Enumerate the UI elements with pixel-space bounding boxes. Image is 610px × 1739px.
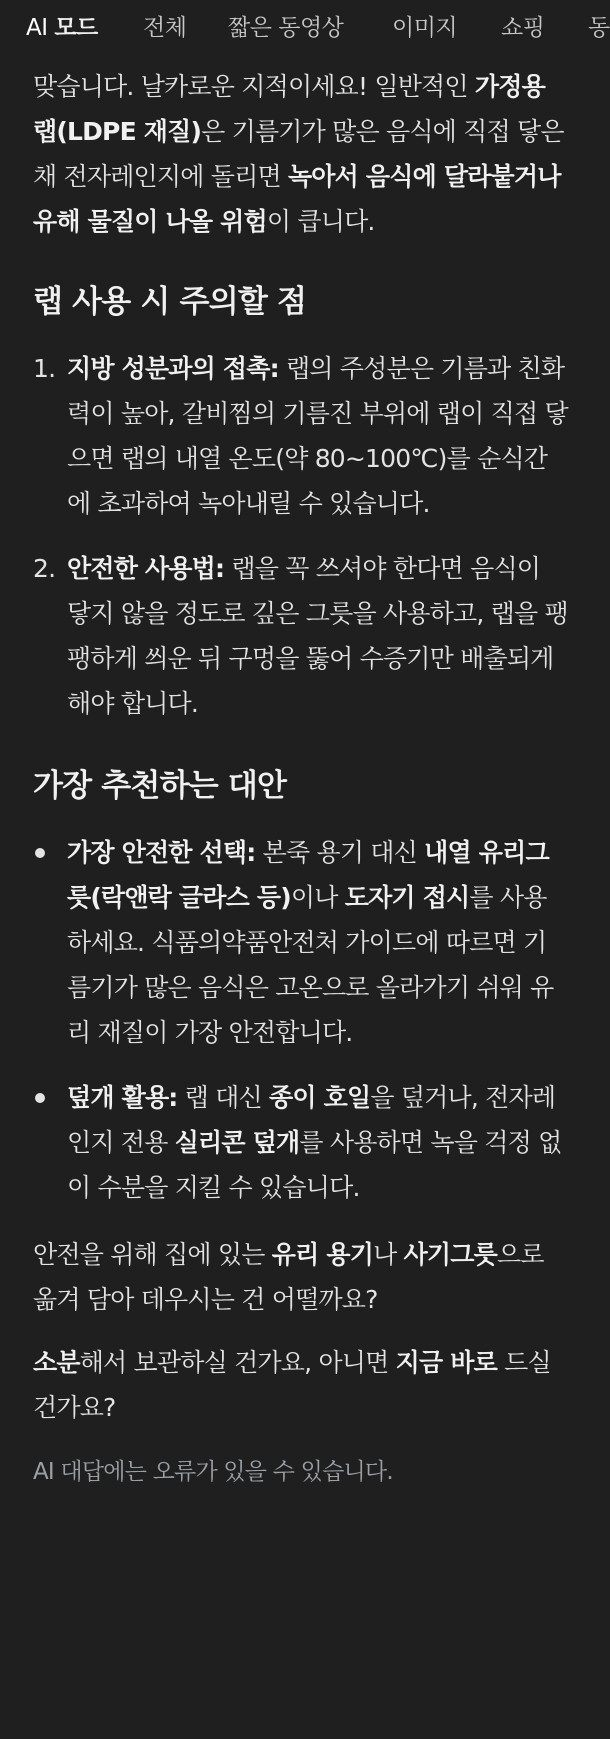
item-bold: 가장 안전한 선택: xyxy=(67,838,256,867)
item-text: 이나 xyxy=(290,883,345,912)
section-heading-cautions: 랩 사용 시 주의할 점 xyxy=(33,284,307,320)
closing-text-1: 안전을 위해 집에 있는 xyxy=(33,1240,272,1269)
follow-up-question xyxy=(33,1340,569,1430)
item-bold: 실리콘 덮개 xyxy=(174,1128,300,1157)
tab-shopping[interactable]: 쇼핑 xyxy=(501,15,545,41)
cautions-list xyxy=(33,346,569,726)
intro-bold-1: 가정용 랩(LDPE 재질) xyxy=(33,72,545,146)
item-bold: 안전한 사용법: xyxy=(67,554,225,583)
item-bold: 도자기 접시 xyxy=(344,883,470,912)
bullet-icon xyxy=(35,1093,45,1103)
question-bold-2: 지금 바로 xyxy=(395,1348,497,1377)
tab-ai-mode[interactable] xyxy=(26,9,98,42)
question-text-1: 해서 보관하실 건가요, 아니면 xyxy=(79,1348,396,1377)
tab-ai-prefix: AI xyxy=(26,15,55,41)
item-text: 를 사용하면 녹을 걱정 없이 수분을 지킬 수 있습니다. xyxy=(67,1128,562,1202)
tab-ai-mode-label: 모드 xyxy=(54,15,98,41)
item-text: 랩을 꼭 쓰셔야 한다면 음식이 닿지 않을 정도로 깊은 그릇을 사용하고, 랩을 팽팽하게 씌운 뒤 구멍을 뚫어 수증기만 배출되게 해야 합니다. xyxy=(67,554,568,718)
tab-short-videos[interactable]: 짧은 동영상 xyxy=(228,15,344,41)
list-item xyxy=(33,346,569,526)
intro-text-1: 맞습니다. 날카로운 지적이세요! 일반적인 xyxy=(33,72,475,101)
question-text-2: 드실 건가요? xyxy=(33,1348,551,1422)
tab-all[interactable]: 전체 xyxy=(143,15,187,41)
list-item xyxy=(33,546,569,726)
ai-disclaimer: AI 대답에는 오류가 있을 수 있습니다. xyxy=(33,1459,393,1485)
item-text: 를 사용하세요. 식품의약품안전처 가이드에 따르면 기름기가 많은 음식은 고온으로 올라가기 쉬워 유리 재질이 가장 안전합니다. xyxy=(67,883,554,1047)
item-text: 랩 대신 xyxy=(177,1083,270,1112)
item-bold: 내열 유리그릇(락앤락 글라스 등) xyxy=(67,838,549,912)
alternatives-list xyxy=(33,830,569,1210)
item-text: 본죽 용기 대신 xyxy=(255,838,425,867)
section-heading-alternatives: 가장 추천하는 대안 xyxy=(33,768,287,804)
item-bold: 덮개 활용: xyxy=(67,1083,178,1112)
closing-bold-2: 사기그릇 xyxy=(403,1240,497,1269)
intro-text-3: 이 큽니다. xyxy=(266,207,375,236)
closing-paragraph xyxy=(33,1232,569,1322)
intro-bold-2: 녹아서 음식에 달라붙거나 유해 물질이 나올 위험 xyxy=(33,162,561,236)
list-number: 2. xyxy=(33,554,56,583)
list-item xyxy=(33,830,569,1055)
intro-paragraph xyxy=(33,64,569,244)
question-bold-1: 소분 xyxy=(33,1348,80,1377)
ai-answer xyxy=(33,64,569,1495)
item-bold: 종이 호일 xyxy=(269,1083,371,1112)
closing-text-2: 나 xyxy=(373,1240,404,1269)
intro-text-2: 은 기름기가 많은 음식에 직접 닿은 채 전자레인지에 돌리면 xyxy=(33,117,564,191)
item-text: 랩의 주성분은 기름과 친화력이 높아, 갈비찜의 기름진 부위에 랩이 직접 닿으면 랩의 내열 온도(약 80~100℃)를 순식간에 초과하여 녹아내릴 수 있습니다. xyxy=(67,354,568,518)
search-tabs xyxy=(0,0,610,48)
tab-more[interactable]: 동 xyxy=(588,15,610,41)
item-text: 을 덮거나, 전자레인지 전용 xyxy=(67,1083,556,1157)
list-number: 1. xyxy=(33,354,56,383)
item-bold: 지방 성분과의 접촉: xyxy=(67,354,279,383)
closing-text-3: 으로 옮겨 담아 데우시는 건 어떨까요? xyxy=(33,1240,544,1314)
closing-bold-1: 유리 용기 xyxy=(271,1240,374,1269)
tab-images[interactable]: 이미지 xyxy=(392,15,458,41)
list-item xyxy=(33,1075,569,1210)
bullet-icon xyxy=(35,848,45,858)
